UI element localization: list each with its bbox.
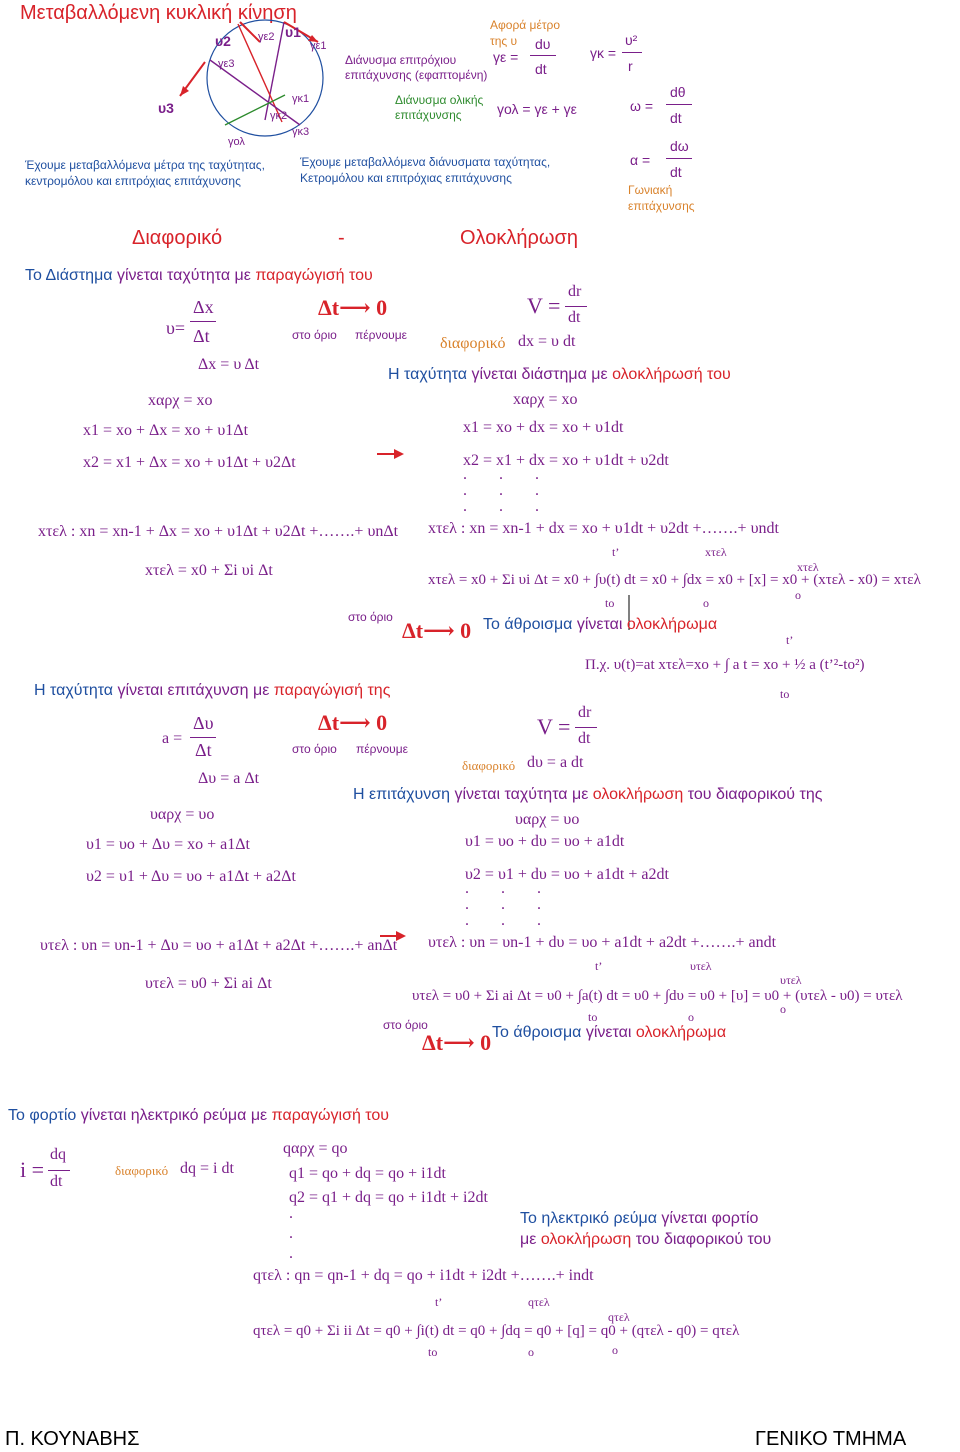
footer-dept: ΓΕΝΙΚΟ ΤΜΗΜΑ — [755, 1428, 907, 1450]
x-init-right: xαρχ = xo — [513, 391, 578, 408]
un-right: υτελ : υn = υn-1 + dυ = υo + a1dt + a2dt +…….+ andt — [428, 934, 777, 951]
heading-dash: - — [338, 227, 345, 249]
limit2-note-v: στο όριο — [348, 610, 393, 624]
dots-v1: . . . — [463, 466, 553, 483]
lim-q-lower-q: o — [528, 1345, 534, 1359]
ex-upper: t’ — [786, 633, 794, 647]
diff-word-a: διαφορικό — [462, 758, 516, 773]
x1-right: x1 = xo + dx = xo + υ1dt — [463, 419, 624, 436]
passing-1: πέρνουμε — [355, 328, 407, 342]
qn-line: qτελ : qn = qn-1 + dq = qo + i1dt + i2dt +…….+ indt — [253, 1267, 594, 1284]
limit2-a: Δt⟶ 0 — [422, 1030, 492, 1055]
q1-line: q1 = qo + dq = qo + i1dt — [289, 1165, 446, 1182]
V-den-2: dt — [578, 730, 591, 747]
limit-note-1: στο όριο — [292, 328, 337, 342]
V-den-1: dt — [568, 309, 581, 326]
dots-v2: . . . — [463, 482, 553, 499]
omega-den: dt — [670, 110, 682, 126]
u-init-right: υαρχ = υo — [515, 811, 580, 828]
acceleration-heading: Η ταχύτητα γίνεται επιτάχυνση με παραγώγισή της — [34, 682, 391, 699]
label-ge1: γε1 — [310, 40, 327, 52]
label-u3: υ3 — [158, 100, 174, 116]
label-gol: γολ — [228, 136, 245, 148]
i-den: dt — [50, 1173, 63, 1190]
V-lhs-2: V = — [537, 714, 571, 739]
page-title: Μεταβαλλόμενη κυκλική κίνηση — [20, 2, 297, 24]
x2-right: x2 = x1 + dx = xo + υ1dt + υ2dt — [463, 452, 669, 469]
dq-diff: dq = i dt — [180, 1160, 234, 1177]
alpha-den: dt — [670, 164, 682, 180]
velocity-heading: Το Διάστημα γίνεται ταχύτητα με παραγώγισή του — [25, 267, 373, 284]
mid-note-2: Κετρομόλου και επιτρόχιας επιτάχυνσης — [300, 171, 512, 185]
angular-label-1: Γωνιακή — [628, 183, 673, 197]
lim-t-lower-v: to — [605, 596, 615, 610]
charge-heading: Το φορτίο γίνεται ηλεκτρικό ρεύμα με παραγώγισή του — [8, 1107, 390, 1124]
label-u1: υ1 — [285, 24, 301, 40]
alpha-num: dω — [670, 138, 689, 154]
limit-arrow-a: Δt⟶ 0 — [318, 710, 388, 735]
lim-t-upper-v: t’ — [612, 545, 620, 559]
lim-t-lower-q: to — [428, 1345, 438, 1359]
lim-q-upper-q: qτελ — [528, 1295, 550, 1309]
example-formula: Π.χ. υ(t)=at xτελ=xo + ∫ a t = xo + ½ a (t’²-to²) — [585, 657, 865, 673]
u1-left: υ1 = υo + Δυ = xo + a1Δt — [86, 836, 250, 853]
dx-diff: dx = υ dt — [518, 333, 576, 350]
diff-word-1: διαφορικό — [440, 335, 506, 352]
lim-br-lower-a: o — [780, 1002, 786, 1016]
tangential-label-1: Διάνυσμα επιτρόχιου — [345, 53, 457, 67]
sum-integral-note-a: Το άθροισμα γίνεται ολοκλήρωμα — [492, 1024, 727, 1041]
left-note-2: κεντρομόλου και επιτρόχιας επιτάχυνσης — [25, 174, 241, 188]
u-init-left: υαρχ = υo — [150, 806, 215, 823]
omega-lhs: ω = — [630, 98, 653, 114]
label-ge2: γε2 — [258, 31, 275, 43]
charge-note-2: με ολοκλήρωση του διαφορικού του — [520, 1231, 772, 1248]
total-label-2: επιτάχυνσης — [395, 108, 462, 122]
V-num-1: dr — [568, 283, 582, 300]
dx-eq: Δx = υ Δt — [198, 356, 260, 373]
du-diff: dυ = a dt — [527, 754, 584, 771]
ge-num: dυ — [535, 36, 551, 52]
lim-t-lower-a: to — [588, 1010, 598, 1024]
label-ge3: γε3 — [218, 58, 235, 70]
lim-u-upper-a: υτελ — [690, 959, 712, 973]
q-dot-3: . — [289, 1245, 293, 1262]
un-left: υτελ : υn = υn-1 + Δυ = υo + a1Δt + a2Δt +…….+ anΔt — [40, 937, 398, 954]
V-lhs-1: V = — [527, 293, 561, 318]
heading-differential: Διαφορικό — [132, 227, 223, 249]
q-dot-2: . — [289, 1225, 293, 1242]
lim-br-lower-q: o — [612, 1343, 618, 1357]
acceleration-integral-note: Η επιτάχυνση γίνεται ταχύτητα με ολοκλήρωση του διαφορικού της — [353, 786, 823, 803]
a-fraction-bar — [190, 737, 216, 738]
u-num: Δx — [193, 297, 214, 317]
dots-a3: . . . — [465, 912, 555, 929]
x-init-left: xαρχ = xo — [148, 392, 213, 409]
sum-right-a: υτελ = υ0 + Σi ai Δt = υ0 + ∫a(t) dt = υ0 + ∫dυ = υ0 + [υ] = υ0 + (υτελ - υ0) = υτελ — [412, 988, 903, 1004]
diff-word-q: διαφορικό — [115, 1163, 169, 1178]
lim-t-upper-a: t’ — [595, 959, 603, 973]
charge-note-1: Το ηλεκτρικό ρεύμα γίνεται φορτίο — [520, 1210, 759, 1227]
sum-right-v: xτελ = x0 + Σi υi Δt = x0 + ∫υ(t) dt = x0 + ∫dx = x0 + [x] = x0 + (xτελ - x0) = xτελ — [428, 572, 921, 588]
a-lhs: a = — [162, 730, 183, 747]
label-gk3: γκ3 — [292, 126, 310, 138]
gol-formula: γολ = γε + γε — [497, 101, 577, 117]
footer-author: Π. ΚΟΥΝΑΒΗΣ — [5, 1428, 140, 1450]
dots-v3: . . . — [463, 498, 553, 515]
alpha-lhs: α = — [630, 152, 651, 168]
limit-arrow-1: Δt⟶ 0 — [318, 295, 388, 320]
heading-integration: Ολοκλήρωση — [460, 227, 578, 249]
i-lhs: i = — [20, 1157, 45, 1182]
xn-left: xτελ : xn = xn-1 + Δx = xo + υ1Δt + υ2Δt +…….+ υnΔt — [38, 523, 399, 540]
limit-note-a: στο όριο — [292, 742, 337, 756]
sum-q: qτελ = q0 + Σi ii Δt = q0 + ∫i(t) dt = q0 + ∫dq = q0 + [q] = q0 + (qτελ - q0) = qτελ — [253, 1323, 740, 1339]
total-label-1: Διάνυσμα ολικής — [395, 93, 484, 107]
gk-lhs: γκ = — [590, 45, 617, 61]
dots-a2: . . . — [465, 896, 555, 913]
xn-right: xτελ : xn = xn-1 + dx = xo + υ1dt + υ2dt +…….+ υndt — [428, 520, 779, 537]
lim-x-upper-v: xτελ — [705, 545, 727, 559]
left-note-1: Έχουμε μεταβαλλόμενα μέτρα της ταχύτητας, — [25, 158, 265, 172]
mid-note-1: Έχουμε μεταβαλλόμενα διάνυσματα ταχύτητας, — [300, 155, 551, 169]
angular-label-2: επιτάχυνσης — [628, 199, 695, 213]
label-gk2: γκ2 — [270, 110, 288, 122]
dots-a1: . . . — [465, 880, 555, 897]
magnitude-note-1: Αφορά μέτρο — [490, 18, 561, 32]
x2-left: x2 = x1 + Δx = xo + υ1Δt + υ2Δt — [83, 454, 296, 471]
sum-left-v: xτελ = x0 + Σi υi Δt — [145, 562, 273, 579]
lim-x-lower-v: o — [703, 596, 709, 610]
u-lhs: υ= — [166, 318, 186, 338]
magnitude-note-2: της υ — [490, 34, 518, 48]
x1-left: x1 = xo + Δx = xo + υ1Δt — [83, 422, 249, 439]
u1-right: υ1 = υo + dυ = υo + a1dt — [465, 833, 625, 850]
lim-br-upper-q: qτελ — [608, 1310, 630, 1324]
sum-left-a: υτελ = υ0 + Σi ai Δt — [145, 975, 272, 992]
label-gk1: γκ1 — [292, 93, 310, 105]
lim-br-lower-v: o — [795, 588, 801, 602]
a-den: Δt — [195, 740, 212, 760]
i-num: dq — [50, 1146, 66, 1163]
lim-br-upper-v: xτελ — [797, 560, 819, 574]
ge-lhs: γε = — [493, 49, 519, 65]
gk-num: υ² — [625, 32, 638, 48]
passing-a: πέρνουμε — [356, 742, 408, 756]
V-num-2: dr — [578, 704, 592, 721]
lim-t-upper-q: t’ — [435, 1295, 443, 1309]
velocity-integral-note: Η ταχύτητα γίνεται διάστημα με ολοκλήρωσή του — [388, 366, 731, 383]
tangential-label-2: επιτάχυνσης (εφαπτομένη) — [345, 68, 488, 82]
q-init: qαρχ = qo — [283, 1140, 348, 1157]
ge-den: dt — [535, 61, 547, 77]
u2-right: υ2 = υ1 + dυ = υo + a1dt + a2dt — [465, 866, 669, 883]
lim-u-lower-a: o — [688, 1010, 694, 1024]
gk-den: r — [628, 58, 633, 74]
u2-left: υ2 = υ1 + Δυ = υo + a1Δt + a2Δt — [86, 868, 296, 885]
limit2-note-a: στο όριο — [383, 1018, 428, 1032]
sum-integral-note-v: Το άθροισμα γίνεται ολοκλήρωμα — [483, 616, 718, 633]
omega-num: dθ — [670, 84, 686, 100]
q-dot-1: . — [289, 1205, 293, 1222]
i-fraction-bar — [48, 1170, 70, 1171]
u-den: Δt — [193, 326, 210, 346]
limit2-v: Δt⟶ 0 — [402, 618, 472, 643]
label-u2: υ2 — [215, 33, 231, 49]
a-num: Δυ — [193, 713, 214, 733]
ex-lower: to — [780, 687, 790, 701]
q2-line: q2 = q1 + dq = qo + i1dt + i2dt — [289, 1189, 488, 1206]
lim-br-upper-a: υτελ — [780, 973, 802, 987]
du-eq: Δυ = a Δt — [198, 770, 260, 787]
V-fraction-bar-2 — [575, 727, 597, 728]
